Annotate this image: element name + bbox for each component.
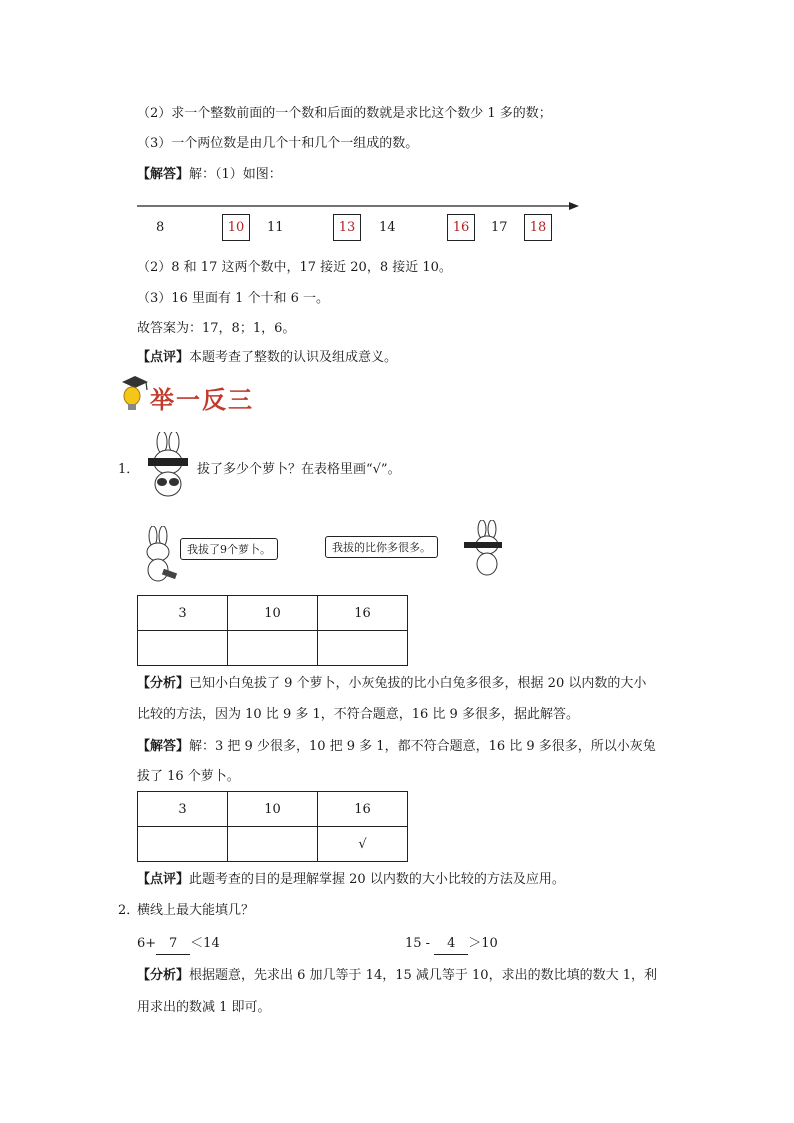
analysis-tag: 【分析】 (137, 968, 190, 983)
number-line-box: 10 (222, 214, 250, 241)
answer-tag: 【解答】 (137, 167, 190, 182)
review-text: 此题考查的目的是理解掌握 20 以内数的大小比较的方法及应用。 (189, 872, 565, 887)
table-check-cell[interactable] (228, 631, 318, 666)
banner-title: 举一反三 (150, 386, 254, 414)
eq-prefix: 6+ (137, 936, 157, 951)
table-header-cell: 3 (138, 596, 228, 631)
text-line: （2）求一个整数前面的一个数和后面的数就是求比这个数少 1 多的数； (137, 106, 552, 121)
analysis-line (137, 674, 646, 694)
question-number: 1． (118, 462, 140, 477)
table-header-cell: 10 (228, 792, 318, 827)
table-header-cell: 3 (138, 792, 228, 827)
gray-rabbit-small-icon (462, 520, 510, 580)
question-text: 横线上最大能填几？ (137, 903, 255, 918)
review-text: 本题考查了整数的认识及组成意义。 (189, 350, 398, 365)
table-check-cell (228, 827, 318, 862)
analysis-text: 已知小白兔拔了 9 个萝卜，小灰兔拔的比小白兔多很多，根据 20 以内数的大小 (189, 676, 647, 691)
text-line: （2）8 和 17 这两个数中，17 接近 20，8 接近 10。 (137, 260, 452, 275)
table-header-cell: 10 (228, 596, 318, 631)
equation-2 (405, 934, 498, 955)
answer-text: 解：（1）如图： (189, 167, 282, 182)
answer-line (137, 737, 656, 757)
eq-prefix: 15 - (405, 936, 435, 951)
number-line-box: 16 (447, 214, 475, 241)
white-rabbit-icon (137, 526, 181, 584)
answer-table (137, 595, 408, 666)
solution-table (137, 791, 408, 862)
section-banner (118, 372, 278, 416)
question-number: 2． (118, 903, 140, 918)
text-line: （3）16 里面有 1 个十和 6 一。 (137, 291, 330, 306)
number-line (137, 192, 582, 247)
number-line-label: 11 (267, 220, 284, 235)
gray-rabbit-icon (140, 432, 196, 498)
text-line: （3）一个两位数是由几个十和几个一组成的数。 (137, 136, 419, 151)
eq-blank[interactable]: 7 (156, 934, 190, 955)
review-line (137, 870, 565, 890)
review-tag: 【点评】 (137, 350, 190, 365)
analysis-line (137, 966, 657, 986)
answer-line (137, 165, 282, 185)
question-text: 拔了多少个萝卜？在表格里画“√”。 (197, 462, 401, 477)
number-line-axis (137, 196, 582, 216)
eq-suffix: ＜14 (190, 936, 220, 951)
text-line: 拔了 16 个萝卜。 (137, 769, 240, 784)
number-line-box: 13 (333, 214, 361, 241)
answer-tag: 【解答】 (137, 739, 190, 754)
answer-text: 解：3 把 9 少很多，10 把 9 多 1，都不符合题意，16 比 9 多很多，所以小灰兔 (189, 739, 656, 754)
analysis-text: 根据题意，先求出 6 加几等于 14，15 减几等于 10，求出的数比填的数大 1，利 (189, 968, 657, 983)
lightbulb-icon (118, 374, 152, 414)
speech-bubble-right: 我拔的比你多很多。 (325, 536, 438, 558)
table-header-cell: 16 (318, 792, 408, 827)
review-tag: 【点评】 (137, 872, 190, 887)
eq-suffix: ＞10 (468, 936, 498, 951)
speech-bubble-left: 我拔了9个萝卜。 (180, 538, 278, 560)
number-line-box: 18 (524, 214, 552, 241)
table-check-cell (138, 827, 228, 862)
number-line-label: 14 (379, 220, 396, 235)
table-check-cell[interactable] (318, 631, 408, 666)
table-check-cell: √ (318, 827, 408, 862)
table-header-cell: 16 (318, 596, 408, 631)
text-line: 用求出的数减 1 即可。 (137, 1000, 271, 1015)
equation-1 (137, 934, 220, 955)
table-check-cell[interactable] (138, 631, 228, 666)
review-line (137, 348, 397, 368)
text-line: 故答案为：17，8；1，6。 (137, 321, 296, 336)
eq-blank[interactable]: 4 (434, 934, 468, 955)
number-line-label: 17 (491, 220, 508, 235)
analysis-tag: 【分析】 (137, 676, 190, 691)
number-line-label: 8 (156, 220, 165, 235)
text-line: 比较的方法，因为 10 比 9 多 1，不符合题意，16 比 9 多很多，据此解答。 (137, 707, 579, 722)
